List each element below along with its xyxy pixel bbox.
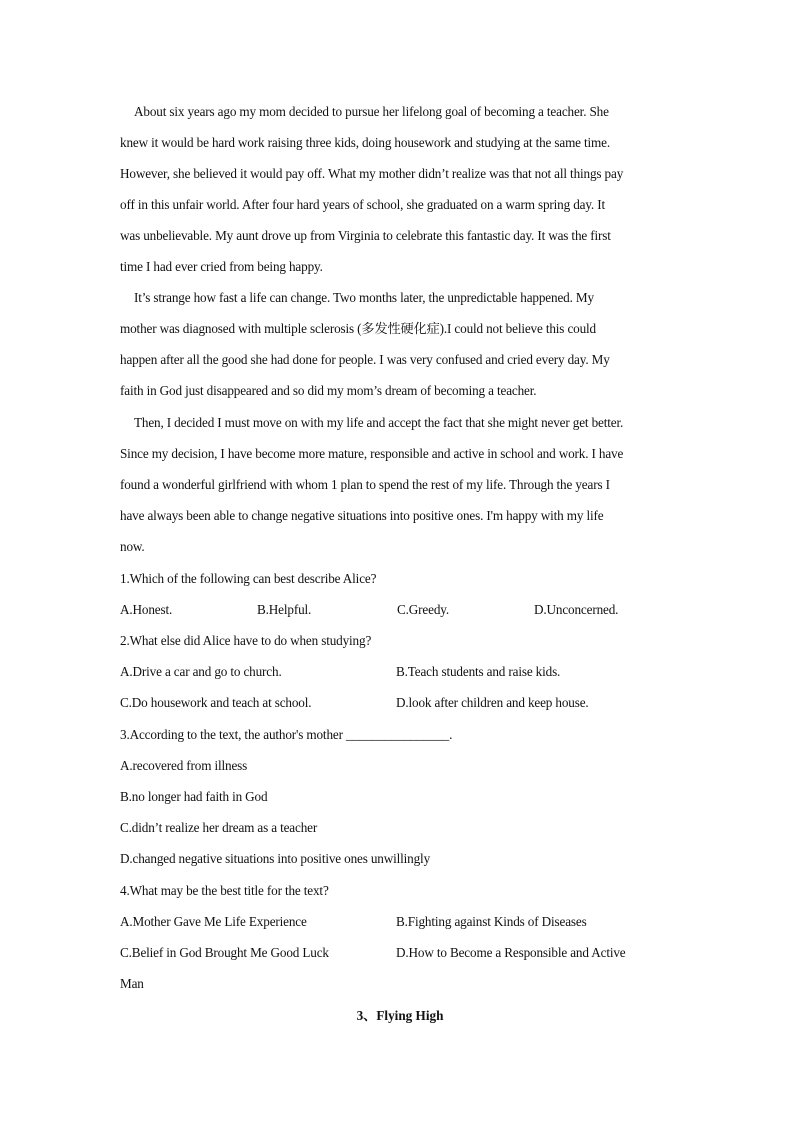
- option-d: D.look after children and keep house.: [396, 695, 589, 710]
- question-stem: 3.According to the text, the author's mother ________________.: [120, 727, 453, 742]
- option-b: B.Teach students and raise kids.: [396, 664, 561, 679]
- option-c: C.Do housework and teach at school.: [120, 695, 312, 710]
- option-d: D.changed negative situations into positive ones unwillingly: [120, 851, 431, 866]
- passage-line: off in this unfair world. After four hard years of school, she graduated on a warm spring day. It: [120, 197, 605, 212]
- option-c: C.Belief in God Brought Me Good Luck: [120, 945, 329, 960]
- passage-line: About six years ago my mom decided to pursue her lifelong goal of becoming a teacher. She: [134, 104, 609, 119]
- question-stem: 2.What else did Alice have to do when studying?: [120, 633, 372, 648]
- option-c: C.didn’t realize her dream as a teacher: [120, 820, 318, 835]
- section-heading: 3、Flying High: [356, 1008, 444, 1023]
- question-stem: 1.Which of the following can best describe Alice?: [120, 571, 377, 586]
- passage-line: Since my decision, I have become more mature, responsible and active in school and work. I have: [120, 446, 624, 461]
- passage-line: knew it would be hard work raising three kids, doing housework and studying at the same time.: [120, 135, 611, 150]
- question-stem: 4.What may be the best title for the text?: [120, 883, 329, 898]
- option-d-continuation: Man: [120, 976, 144, 991]
- option-d: D.Unconcerned.: [534, 602, 619, 617]
- option-a: A.Mother Gave Me Life Experience: [120, 914, 307, 929]
- passage-line: faith in God just disappeared and so did my mom’s dream of becoming a teacher.: [120, 383, 537, 398]
- option-b: B.no longer had faith in God: [120, 789, 268, 804]
- option-b: B.Helpful.: [257, 602, 312, 617]
- passage-line: time I had ever cried from being happy.: [120, 259, 323, 274]
- option-a: A.Drive a car and go to church.: [120, 664, 282, 679]
- option-a: A.recovered from illness: [120, 758, 248, 773]
- passage-line: However, she believed it would pay off. What my mother didn’t realize was that not all things pay: [120, 166, 624, 181]
- option-a: A.Honest.: [120, 602, 173, 617]
- option-c: C.Greedy.: [397, 602, 449, 617]
- passage-line: found a wonderful girlfriend with whom 1 plan to spend the rest of my life. Through the years I: [120, 477, 610, 492]
- passage-line: have always been able to change negative situations into positive ones. I'm happy with my life: [120, 508, 604, 523]
- passage-line: It’s strange how fast a life can change. Two months later, the unpredictable happened. My: [134, 290, 594, 305]
- passage-line: mother was diagnosed with multiple sclerosis (多发性硬化症).I could not believe this could: [120, 321, 596, 336]
- passage-line: was unbelievable. My aunt drove up from Virginia to celebrate this fantastic day. It was the first: [120, 228, 611, 243]
- option-b: B.Fighting against Kinds of Diseases: [396, 914, 587, 929]
- option-d: D.How to Become a Responsible and Active: [396, 945, 626, 960]
- passage-line: Then, I decided I must move on with my life and accept the fact that she might never get better.: [134, 415, 624, 430]
- passage-line: now.: [120, 539, 145, 554]
- passage-line: happen after all the good she had done for people. I was very confused and cried every day. My: [120, 352, 610, 367]
